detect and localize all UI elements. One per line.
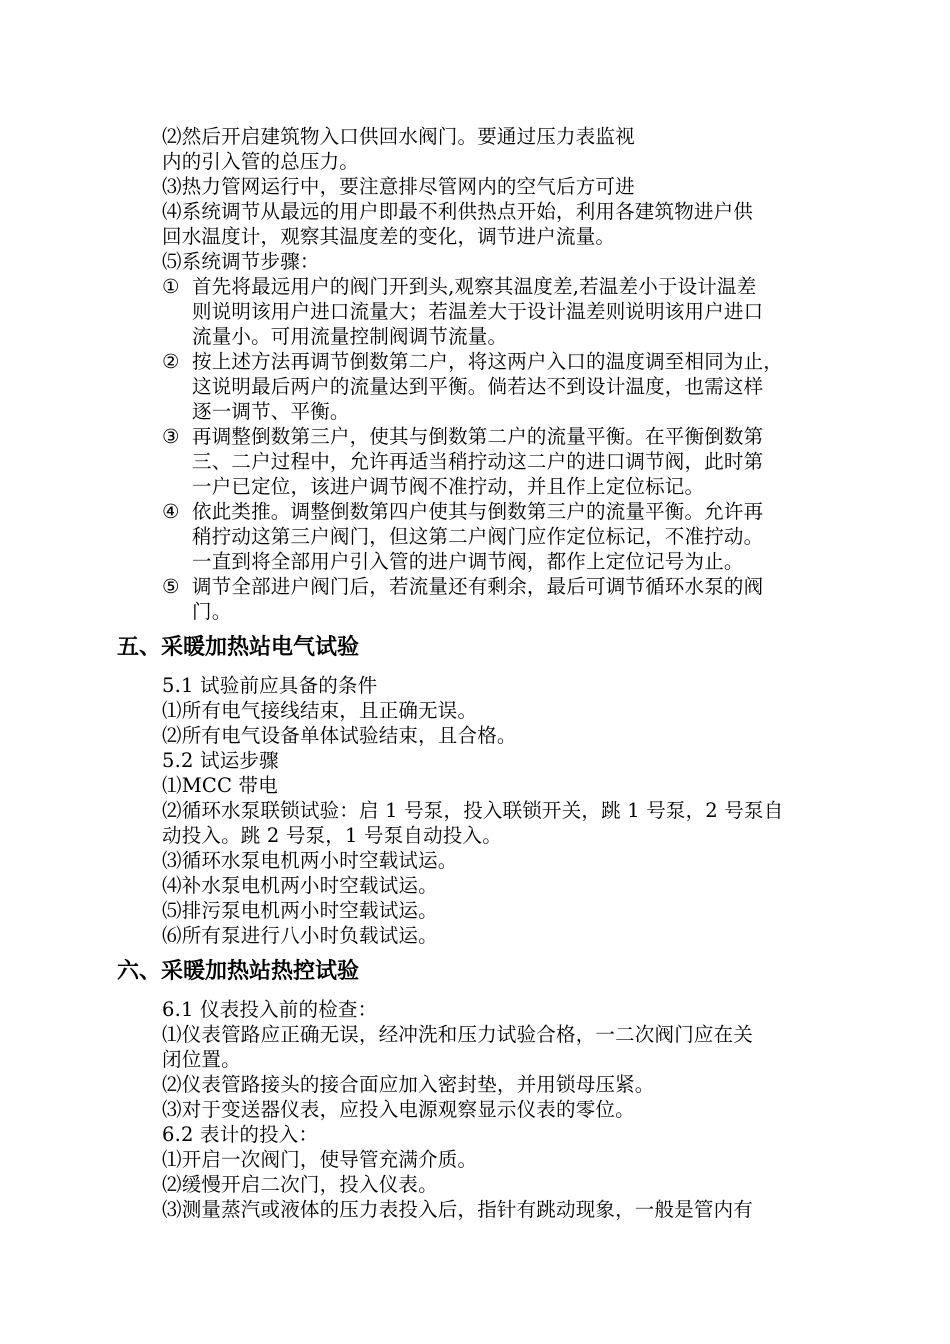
section-5-line-7: 动投入。跳 2 号泵，1 号泵自动投入。 [162,824,502,847]
section-5-line-3: ⑵所有电气设备单体试验结束，且合格。 [162,724,517,747]
step-3-line-1: 再调整倒数第三户，使其与倒数第二户的流量平衡。在平衡倒数第 [192,425,764,448]
section-5-line-9: ⑷补水泵电机两小时空载试运。 [162,874,438,897]
section-6-line-8: ⑵缓慢开启二次门，投入仪表。 [162,1173,438,1196]
intro-line-5: 回水温度计，观察其温度差的变化，调节进户流量。 [162,225,616,248]
section-6-line-1: 6.1 仪表投入前的检查： [162,998,378,1021]
section-5-line-10: ⑸排污泵电机两小时空载试运。 [162,899,438,922]
intro-line-1: ⑵然后开启建筑物入口供回水阀门。要通过压力表监视 [162,125,635,148]
section-6-line-7: ⑴开启一次阀门，使导管充满介质。 [162,1148,478,1171]
step-5-marker: ⑤ [162,575,180,598]
section-6-line-3: 闭位置。 [162,1048,241,1071]
step-1-line-1: 首先将最远用户的阀门开到头,观察其温度差,若温差小于设计温差 [192,275,757,298]
step-1-marker: ① [162,275,180,298]
section-5-line-8: ⑶循环水泵电机两小时空载试运。 [162,849,458,872]
step-4-line-2: 稍拧动这第三户阀门，但这第二户阀门应作定位标记，不准拧动。 [192,525,764,548]
section-5-line-11: ⑹所有泵进行八小时负载试运。 [162,924,438,947]
step-4-marker: ④ [162,500,180,523]
step-3-line-3: 一户已定位，该进户调节阀不准拧动，并且作上定位标记。 [192,475,705,498]
section-5-line-4: 5.2 试运步骤 [162,749,279,772]
section-5-line-5: ⑴MCC 带电 [162,774,278,797]
step-1-line-2: 则说明该用户进口流量大；若温差大于设计温差则说明该用户进口 [192,300,764,323]
step-3-line-2: 三、二户过程中，允许再适当稍拧动这二户的进口调节阀，此时第 [192,450,764,473]
section-6-line-4: ⑵仪表管路接头的接合面应加入密封垫，并用锁母压紧。 [162,1073,655,1096]
section-5-heading: 五、采暖加热站电气试验 [117,635,360,660]
section-6-line-5: ⑶对于变送器仪表，应投入电源观察显示仪表的零位。 [162,1098,635,1121]
step-1-line-3: 流量小。可用流量控制阀调节流量。 [192,325,508,348]
section-6-heading: 六、采暖加热站热控试验 [117,959,360,984]
step-2-line-3: 逐一调节、平衡。 [192,400,350,423]
section-6-line-6: 6.2 表计的投入： [162,1123,319,1146]
step-3-marker: ③ [162,425,180,448]
step-5-line-2: 门。 [192,600,232,623]
intro-line-6: ⑸系统调节步骤： [162,250,320,273]
intro-line-3: ⑶热力管网运行中，要注意排尽管网内的空气后方可进 [162,175,635,198]
section-5-line-6: ⑵循环水泵联锁试验：启 1 号泵，投入联锁开关，跳 1 号泵，2 号泵自 [162,799,784,822]
step-2-line-2: 这说明最后两户的流量达到平衡。倘若达不到设计温度，也需这样 [192,375,764,398]
intro-line-4: ⑷系统调节从最远的用户即最不利供热点开始，利用各建筑物进户供 [162,200,754,223]
section-5-line-2: ⑴所有电气接线结束，且正确无误。 [162,699,478,722]
step-2-line-1: 按上述方法再调节倒数第二户，将这两户入口的温度调至相同为止， [192,350,784,373]
section-6-line-2: ⑴仪表管路应正确无误，经冲洗和压力试验合格，一二次阀门应在关 [162,1023,754,1046]
step-5-line-1: 调节全部进户阀门后，若流量还有剩余，最后可调节循环水泵的阀 [192,575,764,598]
step-2-marker: ② [162,350,180,373]
intro-line-2: 内的引入管的总压力。 [162,150,360,173]
step-4-line-1: 依此类推。调整倒数第四户使其与倒数第三户的流量平衡。允许再 [192,500,764,523]
section-6-line-9: ⑶测量蒸汽或液体的压力表投入后，指针有跳动现象，一般是管内有 [162,1198,754,1221]
step-4-line-3: 一直到将全部用户引入管的进户调节阀，都作上定位记号为止。 [192,550,744,573]
section-5-line-1: 5.1 试验前应具备的条件 [162,674,378,697]
